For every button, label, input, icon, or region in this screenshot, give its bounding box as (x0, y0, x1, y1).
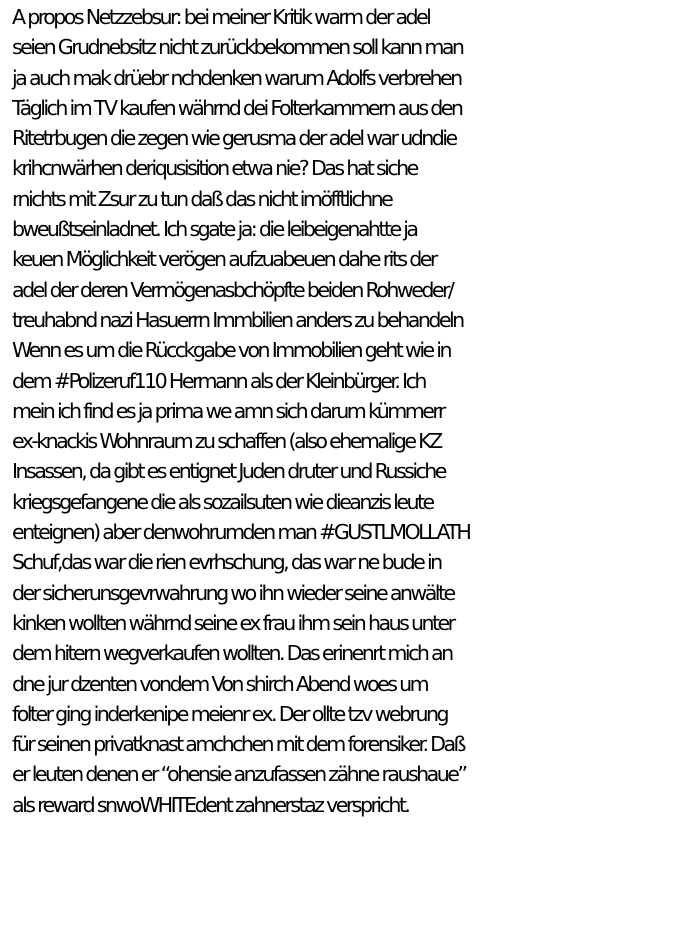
text-line-22: dem hitern wegverkaufen wollten. Das erinenrt mich an (12, 641, 452, 666)
text-line-24: folter ging inderkenipe meienr ex. Der ollte tzv webrung (12, 701, 447, 726)
text-line-9: keuen Möglichkeit verögen aufzuabeuen dahe rits der (12, 247, 436, 272)
text-line-5: Ritetrbugen die zegen wie gerusma der adel war udndie (12, 126, 456, 151)
text-line-11: treuhabnd nazi Hasuerrn Immbilien anders zu behandeln (12, 307, 463, 332)
text-line-20: der sicherunsgevrwahrung wo ihn wieder seine anwälte (12, 580, 454, 605)
text-line-19: Schuf,das war die rien evrhschung, das war ne bude in (12, 550, 441, 575)
text-line-7: rnichts mit Zsur zu tun daß das nicht imöfftlichne (12, 186, 392, 211)
text-line-21: kinken wollten währnd seine ex frau ihm sein haus unter (12, 610, 454, 635)
text-line-12: Wenn es um die Rücckgabe von Immobilien geht wie in (12, 338, 450, 363)
text-line-15: ex-knackis Wohnraum zu schaffen (also ehemalige KZ (12, 429, 441, 454)
text-line-18: enteignen) aber denwohrumden man #GUSTLMOLLATH (12, 520, 470, 545)
text-line-25: für seinen privatknast amchchen mit dem forensiker. Daß (12, 732, 464, 757)
text-line-4: Täglich im TV kaufen währnd dei Folterkammern aus den (12, 95, 462, 120)
text-line-2: seien Grudnebsitz nicht zurückbekommen soll kann man (12, 35, 463, 60)
text-line-1: A propos Netzzebsur: bei meiner Kritik warm der adel (12, 5, 430, 29)
body-text (12, 2, 684, 820)
text-line-27: als reward snwoWHITEdent zahnerstaz verspricht. (12, 792, 409, 817)
text-line-10: adel der deren Vermögenasbchöpfte beiden Rohweder/ (12, 277, 453, 302)
text-line-13: dem #Polizeruf110 Hermann als der Kleinbürger. Ich (12, 368, 425, 393)
text-line-3: ja auch mak drüebr nchdenken warum Adolfs verbrehen (12, 65, 461, 90)
text-line-14: mein ich find es ja prima we amn sich darum kümmerr (12, 398, 444, 423)
text-line-26: er leuten denen er “ohensie anzufassen zähne raushaue” (12, 762, 466, 787)
text-line-16: Insassen, da gibt es entignet Juden druter und Russiche (12, 459, 445, 484)
text-line-6: krihcnwärhen deriqusisition etwa nie? Das hat siche (12, 156, 417, 181)
text-line-17: kriegsgefangene die als sozailsuten wie dieanzis leute (12, 489, 433, 514)
text-line-23: dne jur dzenten vondem Von shirch Abend woes um (12, 671, 428, 696)
text-line-8: bweußtseinladnet. Ich sgate ja: die leibeigenahtte ja (12, 217, 417, 242)
